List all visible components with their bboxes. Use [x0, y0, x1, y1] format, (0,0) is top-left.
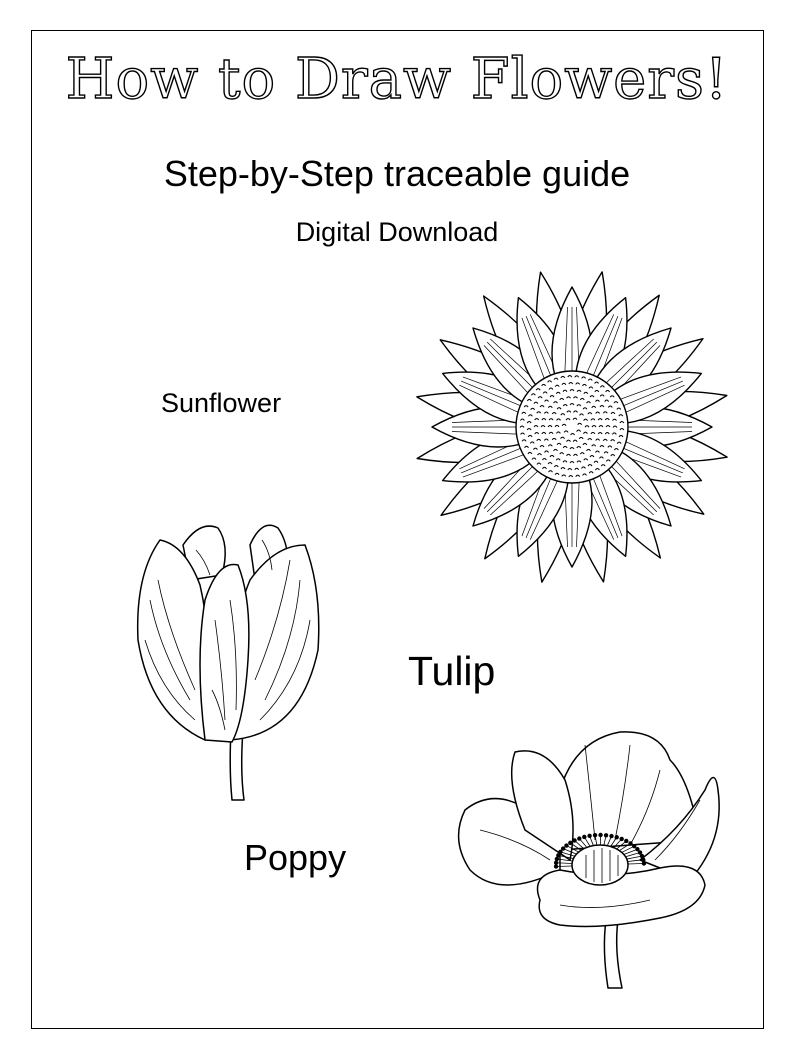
- poppy-label: Poppy: [244, 837, 347, 878]
- tulip-label: Tulip: [408, 648, 496, 694]
- page-subtitle: Step-by-Step traceable guide: [163, 153, 631, 194]
- page-title: How to Draw Flowers!: [65, 47, 729, 112]
- sunflower-icon: [410, 262, 740, 587]
- format-label: Digital Download: [295, 217, 499, 247]
- poppy-icon: [455, 725, 730, 990]
- tulip-icon: [130, 515, 330, 805]
- sunflower-label: Sunflower: [161, 388, 282, 418]
